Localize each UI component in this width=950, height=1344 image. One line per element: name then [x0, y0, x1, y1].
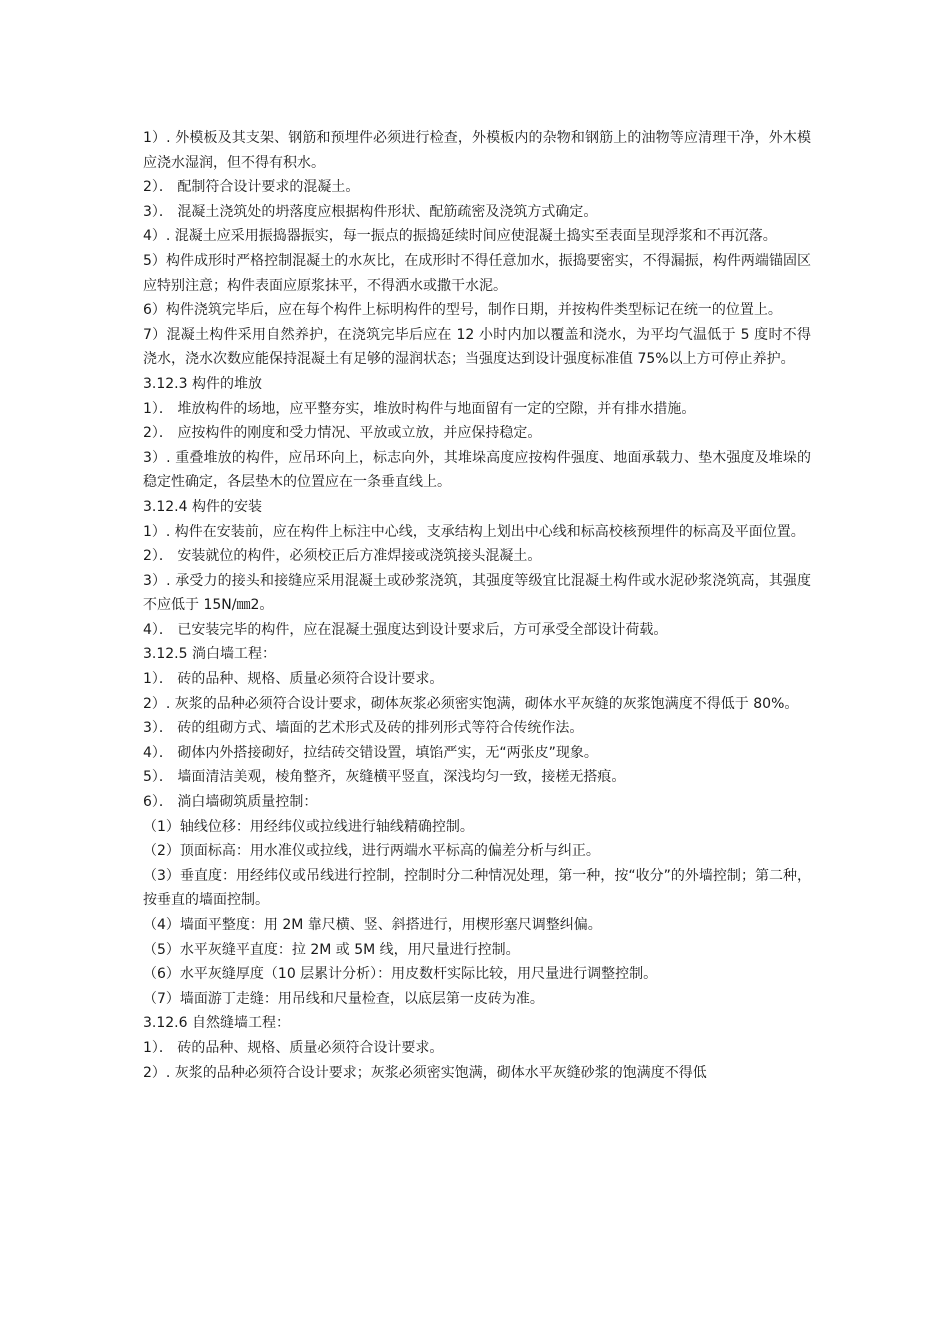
- document-paragraph: 5）构件成形时严格控制混凝土的水灰比，在成形时不得任意加水，振捣要密实，不得漏振，构件两端锚固区应特别注意；构件表面应原浆抹平，不得洒水或撒干水泥。: [143, 252, 811, 294]
- document-paragraph: 1）． 堆放构件的场地，应平整夯实，堆放时构件与地面留有一定的空隙，并有排水措施。: [143, 400, 696, 417]
- document-paragraph: 2）． 配制符合设计要求的混凝土。: [143, 179, 360, 196]
- document-paragraph: 2）. 灰浆的品种必须符合设计要求；灰浆必须密实饱满，砌体水平灰缝砂浆的饱满度不得低: [143, 1064, 707, 1081]
- document-paragraph: （1）轴线位移：用经纬仪或拉线进行轴线精确控制。: [143, 818, 474, 835]
- document-paragraph: 2）． 应按构件的刚度和受力情况、平放或立放，并应保持稳定。: [143, 425, 542, 442]
- document-paragraph: 3）． 砖的组砌方式、墙面的艺术形式及砖的排列形式等符合传统作法。: [143, 720, 584, 737]
- document-paragraph: 4）． 砌体内外搭接砌好，拉结砖交错设置，填馅严实，无“两张皮”现象。: [143, 744, 598, 761]
- document-paragraph: 7）混凝土构件采用自然养护，在浇筑完毕后应在 12 小时内加以覆盖和浇水，为平均气温低于 5 度时不得浇水，浇水次数应能保持混凝土有足够的湿润状态；当强度达到设计强度标准值 75%以上方可停止养护。: [143, 326, 811, 368]
- document-paragraph: 2）. 灰浆的品种必须符合设计要求，砌体灰浆必须密实饱满，砌体水平灰缝的灰浆饱满度不得低于 80%。: [143, 695, 799, 712]
- document-paragraph: 2）． 安装就位的构件，必须校正后方准焊接或浇筑接头混凝土。: [143, 548, 542, 565]
- document-paragraph: （5）水平灰缝平直度：拉 2M 或 5M 线，用尺量进行控制。: [143, 941, 520, 958]
- document-paragraph: （6）水平灰缝厚度（10 层累计分析）：用皮数杆实际比较，用尺量进行调整控制。: [143, 966, 658, 983]
- document-body: [143, 126, 811, 1085]
- document-paragraph: 3.12.5 淌白墙工程：: [143, 646, 276, 663]
- document-paragraph: 3）． 混凝土浇筑处的坍落度应根据构件形状、配筋疏密及浇筑方式确定。: [143, 203, 598, 220]
- document-paragraph: 1）. 外模板及其支架、钢筋和预埋件必须进行检查，外模板内的杂物和钢筋上的油物等应清理干净，外木模应浇水湿润，但不得有积水。: [143, 130, 811, 171]
- document-paragraph: 6）构件浇筑完毕后，应在每个构件上标明构件的型号，制作日期，并按构件类型标记在统一的位置上。: [143, 302, 782, 319]
- document-paragraph: 6）． 淌白墙砌筑质量控制：: [143, 794, 318, 811]
- document-paragraph: 3）. 重叠堆放的构件，应吊环向上，标志向外，其堆垛高度应按构件强度、地面承载力、垫木强度及堆垛的稳定性确定，各层垫木的位置应在一条垂直线上。: [143, 449, 811, 491]
- document-paragraph: 3.12.6 自然缝墙工程：: [143, 1015, 290, 1032]
- document-paragraph: （4）墙面平整度：用 2M 靠尺横、竖、斜搭进行，用楔形塞尺调整纠偏。: [143, 917, 602, 933]
- document-paragraph: （3）垂直度：用经纬仪或吊线进行控制，控制时分二种情况处理，第一种，按“收分”的外墙控制；第二种，按垂直的墙面控制。: [143, 867, 811, 909]
- document-paragraph: （7）墙面游丁走缝：用吊线和尺量检查，以底层第一皮砖为准。: [143, 990, 544, 1007]
- document-paragraph: 3.12.4 构件的安装: [143, 498, 262, 515]
- document-paragraph: 1）. 构件在安装前，应在构件上标注中心线，支承结构上划出中心线和标高校核预埋件的标高及平面位置。: [143, 523, 805, 540]
- document-paragraph: （2）顶面标高：用水准仪或拉线，进行两端水平标高的偏差分析与纠正。: [143, 843, 600, 860]
- document-paragraph: 1）． 砖的品种、规格、质量必须符合设计要求。: [143, 1039, 444, 1056]
- document-paragraph: 3.12.3 构件的堆放: [143, 375, 262, 392]
- document-paragraph: 5）． 墙面清洁美观，棱角整齐，灰缝横平竖直，深浅均匀一致，接槎无搭痕。: [143, 769, 626, 786]
- document-paragraph: 3）. 承受力的接头和接缝应采用混凝土或砂浆浇筑，其强度等级宜比混凝土构件或水泥砂浆浇筑高，其强度不应低于 15N/㎜2。: [143, 572, 811, 614]
- document-paragraph: 1）． 砖的品种、规格、质量必须符合设计要求。: [143, 671, 444, 688]
- document-paragraph: 4）. 混凝土应采用振捣器振实，每一振点的振捣延续时间应使混凝土捣实至表面呈现浮浆和不再沉落。: [143, 228, 777, 245]
- document-paragraph: 4）． 已安装完毕的构件，应在混凝土强度达到设计要求后，方可承受全部设计荷载。: [143, 621, 668, 638]
